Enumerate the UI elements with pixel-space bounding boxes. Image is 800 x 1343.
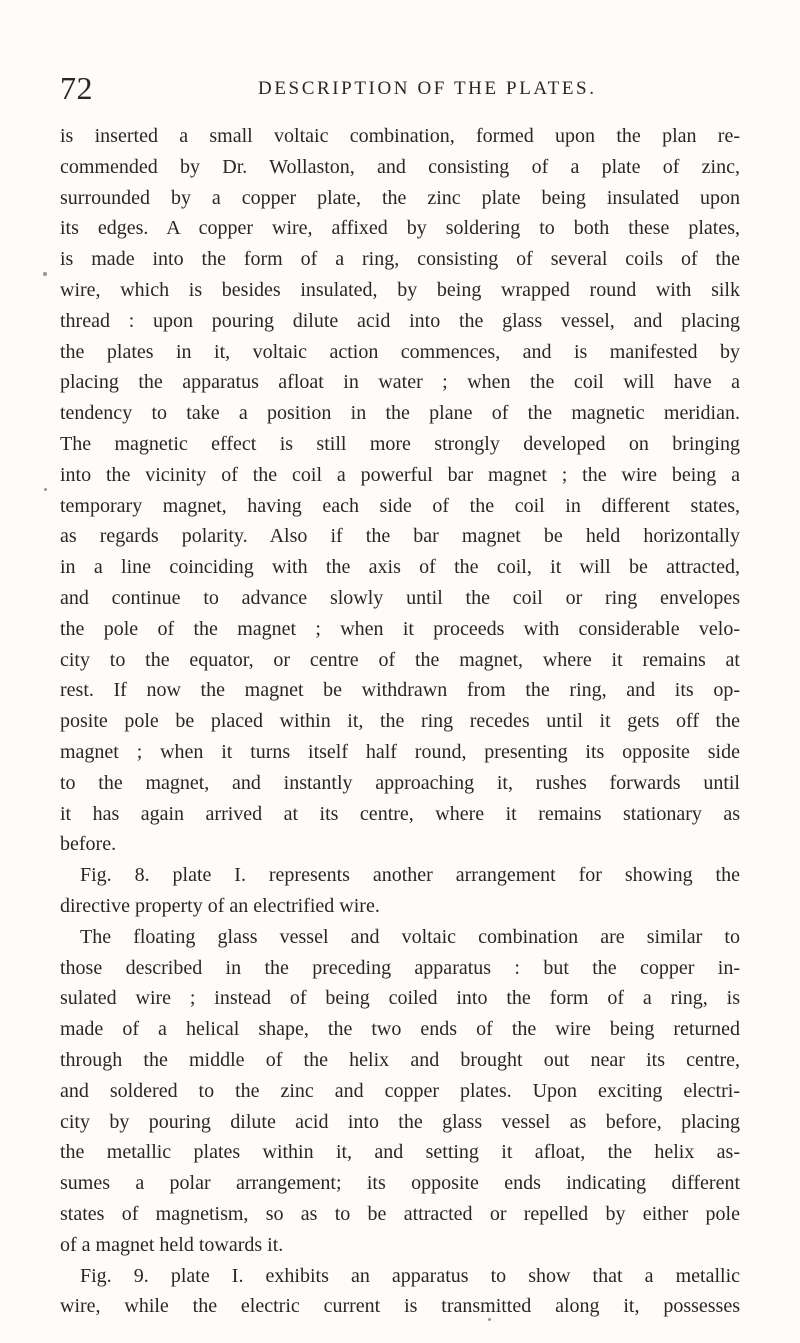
text-line: is made into the form of a ring, consisting of several coils of the bbox=[60, 248, 740, 271]
text-line: sulated wire ; instead of being coiled into the form of a ring, is bbox=[60, 987, 740, 1010]
text-line: of a magnet held towards it. bbox=[60, 1233, 284, 1256]
text-line: sumes a polar arrangement; its opposite ends indicating different bbox=[60, 1172, 740, 1195]
text-line: the metallic plates within it, and setting it afloat, the helix as- bbox=[60, 1141, 740, 1164]
paper-speck bbox=[44, 488, 47, 491]
text-line: magnet ; when it turns itself half round, presenting its opposite side bbox=[60, 741, 740, 763]
text-line: temporary magnet, having each side of the coil in different states, bbox=[60, 494, 740, 517]
text-line: commended by Dr. Wollaston, and consisting of a plate of zinc, bbox=[60, 155, 740, 178]
page-header bbox=[60, 68, 760, 116]
text-line: and continue to advance slowly until the coil or ring envelopes bbox=[60, 587, 740, 609]
text-line: The floating glass vessel and voltaic combination are similar to bbox=[80, 925, 740, 948]
text-line: wire, which is besides insulated, by being wrapped round with silk bbox=[60, 279, 740, 301]
text-line: placing the apparatus afloat in water ; when the coil will have a bbox=[60, 371, 740, 394]
text-line: states of magnetism, so as to be attracted or repelled by either pole bbox=[60, 1203, 740, 1225]
page-number: 72 bbox=[60, 70, 93, 106]
text-line: The magnetic effect is still more strongly developed on bringing bbox=[60, 433, 740, 455]
text-line: through the middle of the helix and brought out near its centre, bbox=[60, 1049, 740, 1071]
text-line: into the vicinity of the coil a powerful bar magnet ; the wire being a bbox=[60, 463, 740, 486]
paper-speck bbox=[43, 272, 47, 276]
text-line: the plates in it, voltaic action commences, and is manifested by bbox=[60, 340, 740, 363]
paper-speck bbox=[488, 1318, 491, 1321]
text-line: wire, while the electric current is transmitted along it, possesses bbox=[60, 1295, 740, 1318]
text-line: city by pouring dilute acid into the glass vessel as before, placing bbox=[60, 1110, 740, 1133]
text-line: tendency to take a position in the plane of the magnetic meridian. bbox=[60, 402, 740, 425]
text-line: directive property of an electrified wire. bbox=[60, 895, 380, 917]
text-line: is inserted a small voltaic combination, formed upon the plan re- bbox=[60, 125, 740, 147]
text-line: thread : upon pouring dilute acid into the glass vessel, and placing bbox=[60, 309, 740, 332]
text-line: it has again arrived at its centre, where it remains stationary as bbox=[60, 802, 740, 825]
text-line: city to the equator, or centre of the magnet, where it remains at bbox=[60, 648, 740, 671]
text-line: posite pole be placed within it, the ring recedes until it gets off the bbox=[60, 710, 740, 733]
text-line: those described in the preceding apparatus : but the copper in- bbox=[60, 956, 740, 979]
text-line: to the magnet, and instantly approaching it, rushes forwards until bbox=[60, 771, 740, 794]
text-line: Fig. 9. plate I. exhibits an apparatus to show that a metallic bbox=[80, 1264, 740, 1287]
text-line: rest. If now the magnet be withdrawn from the ring, and its op- bbox=[60, 679, 740, 702]
text-line: as regards polarity. Also if the bar magnet be held horizontally bbox=[60, 525, 740, 548]
text-line: its edges. A copper wire, affixed by soldering to both these plates, bbox=[60, 217, 740, 240]
text-line: in a line coinciding with the axis of the coil, it will be attracted, bbox=[60, 556, 740, 579]
text-line: before. bbox=[60, 833, 117, 856]
text-line: the pole of the magnet ; when it proceeds with considerable velo- bbox=[60, 617, 740, 640]
text-line: made of a helical shape, the two ends of the wire being returned bbox=[60, 1018, 740, 1041]
text-line: surrounded by a copper plate, the zinc plate being insulated upon bbox=[60, 186, 740, 209]
text-line: and soldered to the zinc and copper plates. Upon exciting electri- bbox=[60, 1079, 740, 1102]
running-title: DESCRIPTION OF THE PLATES. bbox=[258, 78, 597, 99]
text-line: Fig. 8. plate I. represents another arrangement for showing the bbox=[80, 864, 740, 887]
